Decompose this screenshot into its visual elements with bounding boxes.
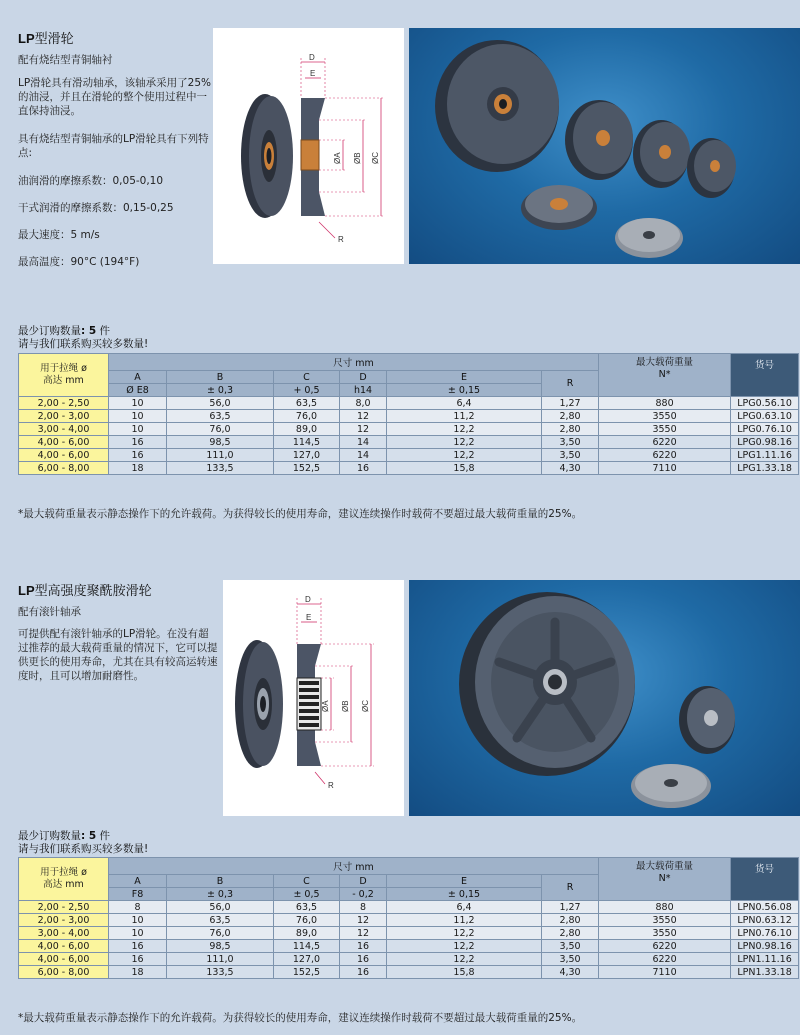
section1-intro xyxy=(18,28,214,269)
col-header-r: R xyxy=(542,371,599,397)
col-tol-c: ± 0,5 xyxy=(274,888,340,901)
section1-para-0: LP滑轮具有滑动轴承，该轴承采用了25%的油浸，并且在滑轮的整个使用过程中一直保持油浸。 xyxy=(18,77,212,117)
col-header-b: B xyxy=(167,875,274,888)
dim-label-e: E xyxy=(306,613,312,622)
dim-label-b: ØB xyxy=(353,152,362,164)
section1-para-1: 具有烧结型青铜轴承的LP滑轮具有下列特点: xyxy=(18,133,209,159)
dims-header: 尺寸 mm xyxy=(109,354,599,371)
section2-min-order: 最少订购数量: 5 件 请与我们联系购买较多数量! xyxy=(18,830,149,855)
section2-title: LP型高强度聚酰胺滑轮 xyxy=(18,583,152,599)
col-tol-a: Ø E8 xyxy=(109,384,167,397)
dim-label-a: ØA xyxy=(321,700,330,712)
col-header-c: C xyxy=(274,371,340,384)
part-number-header: 货号 xyxy=(731,858,799,901)
dim-label-r: R xyxy=(338,235,344,244)
table-row: 4,00 - 6,00 16 98,5 114,5 14 12,2 3,50 6220 LPG0.98.16 xyxy=(19,436,799,449)
dim-label-e: E xyxy=(310,69,316,78)
col-header-d: D xyxy=(340,875,387,888)
dim-label-d: D xyxy=(305,595,311,604)
col-header-e: E xyxy=(387,875,542,888)
section1-para-4: 最大速度：5 m/s xyxy=(18,229,100,241)
section2-diagram xyxy=(223,580,404,816)
dim-label-a: ØA xyxy=(333,152,342,164)
col-tol-e: ± 0,15 xyxy=(387,888,542,901)
table-row: 2,00 - 3,00 10 63,5 76,0 12 11,2 2,80 3550 LPN0.63.12 xyxy=(19,914,799,927)
col-tol-c: + 0,5 xyxy=(274,384,340,397)
col-tol-a: F8 xyxy=(109,888,167,901)
col-tol-d: h14 xyxy=(340,384,387,397)
section1-para-5: 最高温度：90°C (194°F) xyxy=(18,256,140,268)
section2-contact-text: 请与我们联系购买较多数量! xyxy=(18,843,149,855)
table-row: 2,00 - 2,50 8 56,0 63,5 8 6,4 1,27 880 LPN0.56.08 xyxy=(19,901,799,914)
pulleys-photo-illustration xyxy=(409,28,800,264)
dim-label-c: ØC xyxy=(361,700,370,712)
col-header-r: R xyxy=(542,875,599,901)
section1-subtitle: 配有烧结型青铜轴衬 xyxy=(18,54,113,66)
section2-spec-table xyxy=(18,857,799,979)
section2-table-body xyxy=(19,901,799,979)
needle-bearing-pulley-diagram xyxy=(223,580,404,816)
rope-header: 用于拉绳 ø 高达 mm xyxy=(19,354,109,397)
col-header-a: A xyxy=(109,371,167,384)
section1-para-3: 干式润滑的摩擦系数：0,15-0,25 xyxy=(18,202,174,214)
table-row: 3,00 - 4,00 10 76,0 89,0 12 12,2 2,80 3550 LPG0.76.10 xyxy=(19,423,799,436)
col-tol-e: ± 0,15 xyxy=(387,384,542,397)
section1-diagram xyxy=(213,28,404,264)
table-row: 6,00 - 8,00 18 133,5 152,5 16 15,8 4,30 7110 LPN1.33.18 xyxy=(19,966,799,979)
part-number-header: 货号 xyxy=(731,354,799,397)
dim-label-r: R xyxy=(328,781,334,790)
section1-title: LP型滑轮 xyxy=(18,31,74,47)
load-header: 最大载荷重量 N* xyxy=(599,858,731,901)
section2-footnote: *最大载荷重量表示静态操作下的允许载荷。为获得较长的使用寿命，建议连续操作时载荷不要超过最大载荷重量的25%。 xyxy=(18,1012,583,1024)
section2-product-photo xyxy=(409,580,800,816)
col-header-d: D xyxy=(340,371,387,384)
section1-contact-text: 请与我们联系购买较多数量! xyxy=(18,338,149,350)
table-row: 4,00 - 6,00 16 98,5 114,5 16 12,2 3,50 6220 LPN0.98.16 xyxy=(19,940,799,953)
section1-footnote: *最大载荷重量表示静态操作下的允许载荷。为获得较长的使用寿命，建议连续操作时载荷不要超过最大载荷重量的25%。 xyxy=(18,508,583,520)
table-row: 2,00 - 3,00 10 63,5 76,0 12 11,2 2,80 3550 LPG0.63.10 xyxy=(19,410,799,423)
table-row: 6,00 - 8,00 18 133,5 152,5 16 15,8 4,30 7110 LPG1.33.18 xyxy=(19,462,799,475)
col-header-b: B xyxy=(167,371,274,384)
section2-intro xyxy=(18,580,218,683)
section1-spec-table xyxy=(18,353,799,475)
col-header-e: E xyxy=(387,371,542,384)
col-tol-d: - 0,2 xyxy=(340,888,387,901)
section1-min-order: 最少订购数量: 5 件 请与我们联系购买较多数量! xyxy=(18,325,149,350)
table-row: 4,00 - 6,00 16 111,0 127,0 16 12,2 3,50 6220 LPN1.11.16 xyxy=(19,953,799,966)
dim-label-c: ØC xyxy=(371,152,380,164)
dim-label-b: ØB xyxy=(341,700,350,712)
col-header-a: A xyxy=(109,875,167,888)
table-row: 4,00 - 6,00 16 111,0 127,0 14 12,2 3,50 6220 LPG1.11.16 xyxy=(19,449,799,462)
section2-subtitle: 配有滚针轴承 xyxy=(18,606,81,618)
table-row: 2,00 - 2,50 10 56,0 63,5 8,0 6,4 1,27 880 LPG0.56.10 xyxy=(19,397,799,410)
load-header: 最大载荷重量 N* xyxy=(599,354,731,397)
section1-product-photo xyxy=(409,28,800,264)
section1-table-body xyxy=(19,397,799,475)
col-header-c: C xyxy=(274,875,340,888)
dims-header: 尺寸 mm xyxy=(109,858,599,875)
col-tol-b: ± 0,3 xyxy=(167,888,274,901)
rope-header: 用于拉绳 ø 高达 mm xyxy=(19,858,109,901)
col-tol-b: ± 0,3 xyxy=(167,384,274,397)
dim-label-d: D xyxy=(309,53,315,62)
table-row: 3,00 - 4,00 10 76,0 89,0 12 12,2 2,80 3550 LPN0.76.10 xyxy=(19,927,799,940)
pulley-cross-section-diagram xyxy=(213,28,404,264)
section2-para-0: 可提供配有滚针轴承的LP滑轮。在没有超过推荐的最大载荷重量的情况下，它可以提供更长的使用寿命，尤其在具有较高运转速度时，且可以增加耐磨性。 xyxy=(18,628,218,682)
polyamide-pulleys-photo-illustration xyxy=(409,580,800,816)
section1-para-2: 油润滑的摩擦系数：0,05-0,10 xyxy=(18,175,164,187)
